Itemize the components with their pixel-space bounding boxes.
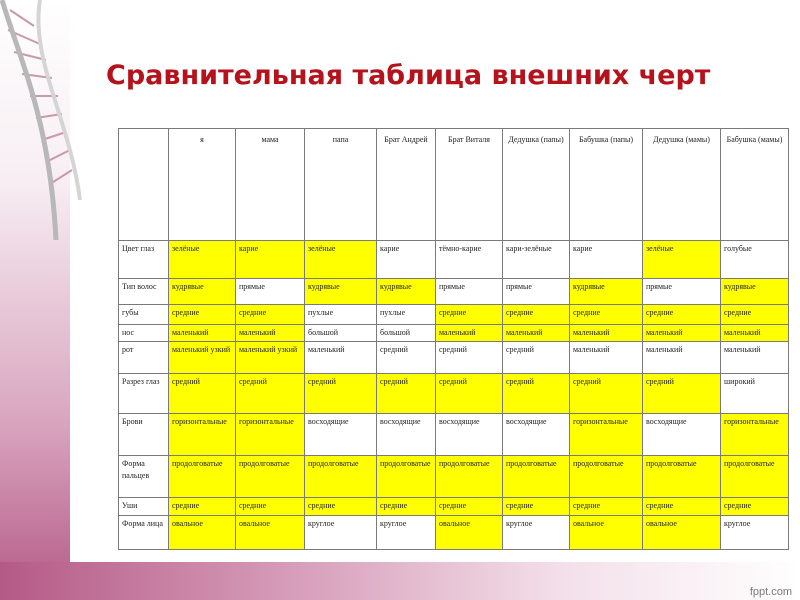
table-cell: средние: [503, 305, 570, 325]
table-row: [119, 456, 789, 498]
row-label: Брови: [119, 414, 169, 456]
table-cell: средние: [236, 498, 305, 516]
table-cell: средний: [643, 374, 721, 414]
table-cell: овальное: [236, 516, 305, 550]
table-cell: круглое: [377, 516, 436, 550]
table-cell: круглое: [503, 516, 570, 550]
header-cell: мама: [236, 129, 305, 241]
table-cell: карие: [570, 241, 643, 279]
table-cell: восходящие: [377, 414, 436, 456]
watermark: fppt.com: [749, 586, 792, 598]
table-cell: средний: [169, 374, 236, 414]
table-cell: маленький: [503, 325, 570, 342]
table-cell: маленький: [643, 325, 721, 342]
table-row: [119, 374, 789, 414]
row-label: нос: [119, 325, 169, 342]
table-cell: средние: [503, 498, 570, 516]
table-cell: продолговатые: [436, 456, 503, 498]
table-row: [119, 498, 789, 516]
table-cell: овальное: [570, 516, 643, 550]
table-row: [119, 342, 789, 374]
table-cell: средние: [169, 305, 236, 325]
header-cell: Брат Андрей: [377, 129, 436, 241]
table-cell: продолговатые: [643, 456, 721, 498]
row-label: Форма лица: [119, 516, 169, 550]
table-cell: карие: [236, 241, 305, 279]
table-cell: восходящие: [436, 414, 503, 456]
table-cell: маленький: [721, 342, 789, 374]
table-cell: средний: [436, 374, 503, 414]
table-cell: средний: [503, 342, 570, 374]
table-cell: маленький: [305, 342, 377, 374]
table-cell: пухлые: [305, 305, 377, 325]
table-cell: зелёные: [305, 241, 377, 279]
table-cell: прямые: [503, 279, 570, 305]
table-row: [119, 279, 789, 305]
table-cell: круглое: [305, 516, 377, 550]
table-cell: средние: [721, 305, 789, 325]
table-row: [119, 241, 789, 279]
table-cell: продолговатые: [721, 456, 789, 498]
table-cell: круглое: [721, 516, 789, 550]
table-cell: горизонтальные: [169, 414, 236, 456]
row-label: Цвет глаз: [119, 241, 169, 279]
table-cell: продолговатые: [169, 456, 236, 498]
table-cell: средний: [236, 374, 305, 414]
table-row: [119, 305, 789, 325]
table-cell: овальное: [643, 516, 721, 550]
table-row: [119, 516, 789, 550]
row-label: Разрез глаз: [119, 374, 169, 414]
table-cell: тёмно-карие: [436, 241, 503, 279]
header-cell: Дедушка (мамы): [643, 129, 721, 241]
table-cell: средний: [436, 342, 503, 374]
table-cell: маленький узкий: [236, 342, 305, 374]
table-cell: овальное: [436, 516, 503, 550]
table-cell: прямые: [236, 279, 305, 305]
table-cell: продолговатые: [236, 456, 305, 498]
bottom-decor-band: [0, 562, 800, 600]
table-cell: восходящие: [305, 414, 377, 456]
table-cell: прямые: [436, 279, 503, 305]
header-cell: Дедушка (папы): [503, 129, 570, 241]
table-cell: маленький: [721, 325, 789, 342]
table-cell: средние: [643, 305, 721, 325]
header-cell: [119, 129, 169, 241]
table-cell: средние: [169, 498, 236, 516]
table-cell: средние: [436, 498, 503, 516]
header-cell: я: [169, 129, 236, 241]
table-cell: продолговатые: [570, 456, 643, 498]
table-cell: маленький: [570, 342, 643, 374]
table-cell: маленький: [643, 342, 721, 374]
table-cell: средние: [236, 305, 305, 325]
table-cell: широкий: [721, 374, 789, 414]
header-cell: Бабушка (папы): [570, 129, 643, 241]
table-cell: средние: [436, 305, 503, 325]
table-cell: маленький: [236, 325, 305, 342]
table-row: [119, 414, 789, 456]
table-cell: кудрявые: [721, 279, 789, 305]
table-cell: кудрявые: [377, 279, 436, 305]
page-title: Сравнительная таблица внешних черт: [106, 60, 711, 91]
row-label: Форма пальцев: [119, 456, 169, 498]
table-cell: средние: [643, 498, 721, 516]
table-cell: продолговатые: [503, 456, 570, 498]
table-cell: горизонтальные: [236, 414, 305, 456]
table-cell: маленький: [169, 325, 236, 342]
table-cell: восходящие: [643, 414, 721, 456]
table-cell: кудрявые: [570, 279, 643, 305]
table-cell: продолговатые: [305, 456, 377, 498]
table-cell: овальное: [169, 516, 236, 550]
table-header-row: [119, 129, 789, 241]
row-label: рот: [119, 342, 169, 374]
table-cell: большой: [305, 325, 377, 342]
table-cell: продолговатые: [377, 456, 436, 498]
table-cell: маленький узкий: [169, 342, 236, 374]
table-cell: пухлые: [377, 305, 436, 325]
dna-helix-icon: [0, 0, 90, 240]
row-label: Тип волос: [119, 279, 169, 305]
table-cell: восходящие: [503, 414, 570, 456]
header-cell: Бабушка (мамы): [721, 129, 789, 241]
table-cell: средний: [377, 342, 436, 374]
row-label: губы: [119, 305, 169, 325]
table-cell: средний: [305, 374, 377, 414]
row-label: Уши: [119, 498, 169, 516]
table-row: [119, 325, 789, 342]
traits-table: [118, 128, 789, 550]
table-cell: средние: [305, 498, 377, 516]
table-cell: горизонтальные: [570, 414, 643, 456]
header-cell: папа: [305, 129, 377, 241]
table-cell: средние: [570, 498, 643, 516]
table-cell: средний: [570, 374, 643, 414]
table-cell: прямые: [643, 279, 721, 305]
table-cell: маленький: [570, 325, 643, 342]
table-cell: голубые: [721, 241, 789, 279]
table-cell: кудрявые: [169, 279, 236, 305]
table-cell: кудрявые: [305, 279, 377, 305]
table-cell: средний: [503, 374, 570, 414]
table-cell: большой: [377, 325, 436, 342]
table-cell: кари-зелёные: [503, 241, 570, 279]
table-cell: средний: [377, 374, 436, 414]
table-cell: средние: [570, 305, 643, 325]
table-cell: маленький: [436, 325, 503, 342]
table-cell: зелёные: [643, 241, 721, 279]
table-cell: зелёные: [169, 241, 236, 279]
table-cell: карие: [377, 241, 436, 279]
table-cell: горизонтальные: [721, 414, 789, 456]
table-cell: средние: [721, 498, 789, 516]
table-cell: средние: [377, 498, 436, 516]
header-cell: Брат Виталя: [436, 129, 503, 241]
